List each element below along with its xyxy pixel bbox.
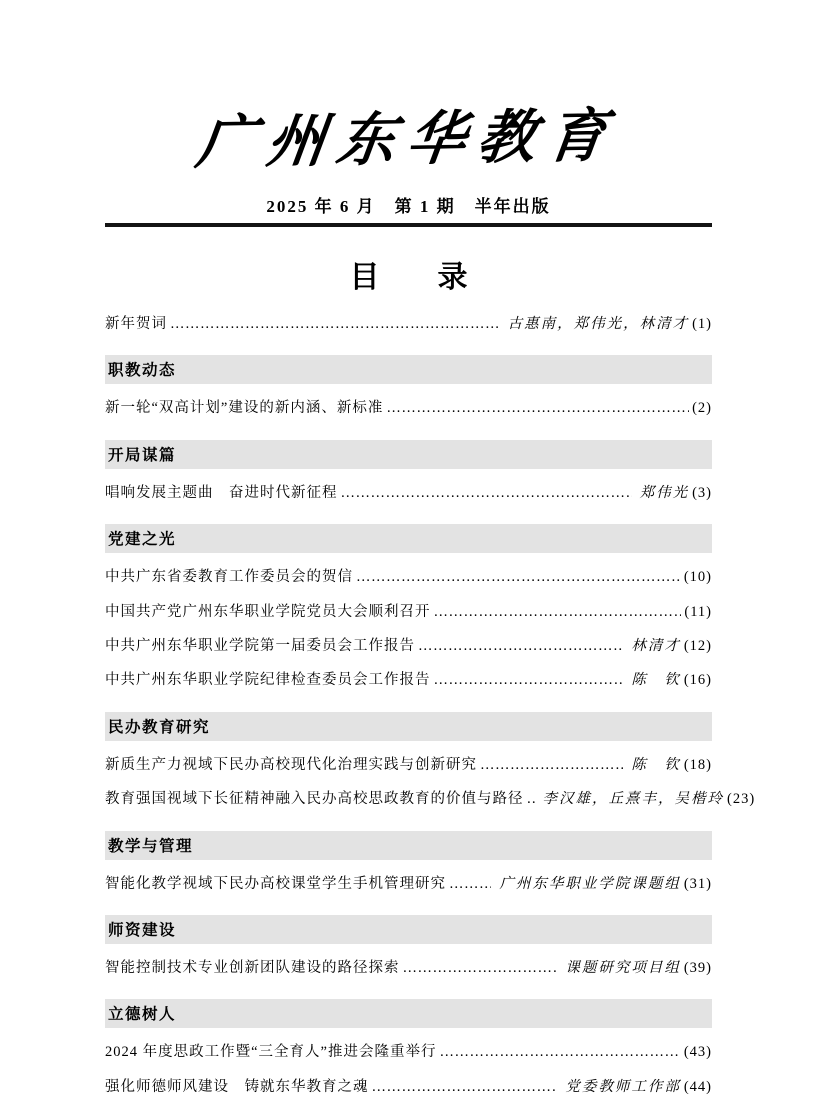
entry-page-number: (1) xyxy=(692,316,712,332)
toc-entry xyxy=(105,316,712,333)
entry-page-number: (18) xyxy=(683,756,712,773)
journal-header xyxy=(105,0,712,190)
section-heading: 开局谋篇 xyxy=(105,440,712,469)
entry-authors: 李汉雄，丘熹丰，吴楷玲 xyxy=(542,791,724,808)
entry-title: 中共广州东华职业学院纪律检查委员会工作报告 xyxy=(105,672,431,689)
entry-page-number: (10) xyxy=(683,569,712,586)
dot-leader xyxy=(356,569,681,586)
entry-page-number: (23) xyxy=(727,791,756,808)
section-heading: 民办教育研究 xyxy=(105,712,712,741)
entry-authors: 郑伟光 xyxy=(639,484,690,501)
toc-entry xyxy=(105,604,712,621)
entry-title: 中共广东省委教育工作委员会的贺信 xyxy=(105,569,353,586)
entry-authors: 广州东华职业学院课题组 xyxy=(499,875,681,892)
dot-leader xyxy=(434,604,682,621)
dot-leader xyxy=(372,1079,558,1096)
entry-authors: 陈 钦 xyxy=(631,672,681,689)
journal-masthead-calligraphy: 广州东华教育 xyxy=(193,101,623,177)
toc-entry xyxy=(105,876,712,893)
entry-authors: 古惠南，郑伟光，林清才 xyxy=(507,316,690,332)
entry-page-number: (44) xyxy=(683,1078,712,1095)
entry-title: 智能化教学视域下民办高校课堂学生手机管理研究 xyxy=(105,875,446,892)
dot-leader xyxy=(170,316,500,333)
entry-title: 唱响发展主题曲 奋进时代新征程 xyxy=(105,484,338,501)
dot-leader xyxy=(440,1044,681,1061)
dot-leader xyxy=(341,485,632,502)
entry-title: 新年贺词 xyxy=(105,316,167,332)
entry-title: 教育强国视域下长征精神融入民办高校思政教育的价值与路径 xyxy=(105,791,524,808)
entry-page-number: (16) xyxy=(683,672,712,689)
double-rule-divider xyxy=(105,223,712,227)
toc-entry xyxy=(105,960,712,977)
entry-title: 智能控制技术专业创新团队建设的路径探索 xyxy=(105,959,400,976)
entry-authors: 林清才 xyxy=(631,637,681,654)
section-heading: 立德树人 xyxy=(105,999,712,1028)
section-heading: 党建之光 xyxy=(105,524,712,553)
toc-title: 目 录 xyxy=(349,261,482,294)
issue-line: 2025 年 6 月 第 1 期 半年出版 xyxy=(266,197,551,216)
entry-page-number: (12) xyxy=(683,637,712,654)
entry-page-number: (39) xyxy=(683,959,712,976)
dot-leader xyxy=(418,638,623,655)
dot-leader xyxy=(386,400,689,417)
entry-page-number: (43) xyxy=(683,1044,712,1061)
section-heading: 师资建设 xyxy=(105,915,712,944)
entry-title: 中共广州东华职业学院第一届委员会工作报告 xyxy=(105,637,415,654)
dot-leader xyxy=(527,791,535,808)
entry-authors: 课题研究项目组 xyxy=(565,959,681,976)
entry-title: 强化师德师风建设 铸就东华教育之魂 xyxy=(105,1078,369,1095)
toc-entry xyxy=(105,400,712,417)
entry-title: 新一轮“双高计划”建设的新内涵、新标准 xyxy=(105,400,384,417)
entry-page-number: (31) xyxy=(683,875,712,892)
entry-page-number: (11) xyxy=(684,603,712,620)
dot-leader xyxy=(449,876,491,893)
toc-entry xyxy=(105,757,712,774)
entry-authors: 陈 钦 xyxy=(631,756,681,773)
section-heading: 职教动态 xyxy=(105,355,712,384)
toc-entry xyxy=(105,1079,712,1096)
entry-title: 2024 年度思政工作暨“三全育人”推进会隆重举行 xyxy=(105,1044,437,1061)
toc-entry xyxy=(105,672,712,689)
section-heading: 教学与管理 xyxy=(105,831,712,860)
toc-entry xyxy=(105,791,756,808)
dot-leader xyxy=(403,960,558,977)
toc-entry xyxy=(105,1044,712,1061)
toc-entry xyxy=(105,569,712,586)
entry-title: 新质生产力视域下民办高校现代化治理实践与创新研究 xyxy=(105,756,477,773)
entry-authors: 党委教师工作部 xyxy=(565,1078,681,1095)
entry-page-number: (2) xyxy=(692,400,712,417)
entry-page-number: (3) xyxy=(692,484,712,501)
entry-title: 中国共产党广州东华职业学院党员大会顺利召开 xyxy=(105,603,431,620)
dot-leader xyxy=(434,672,624,689)
dot-leader xyxy=(480,757,623,774)
toc-entry xyxy=(105,485,712,502)
toc-entry xyxy=(105,638,712,655)
